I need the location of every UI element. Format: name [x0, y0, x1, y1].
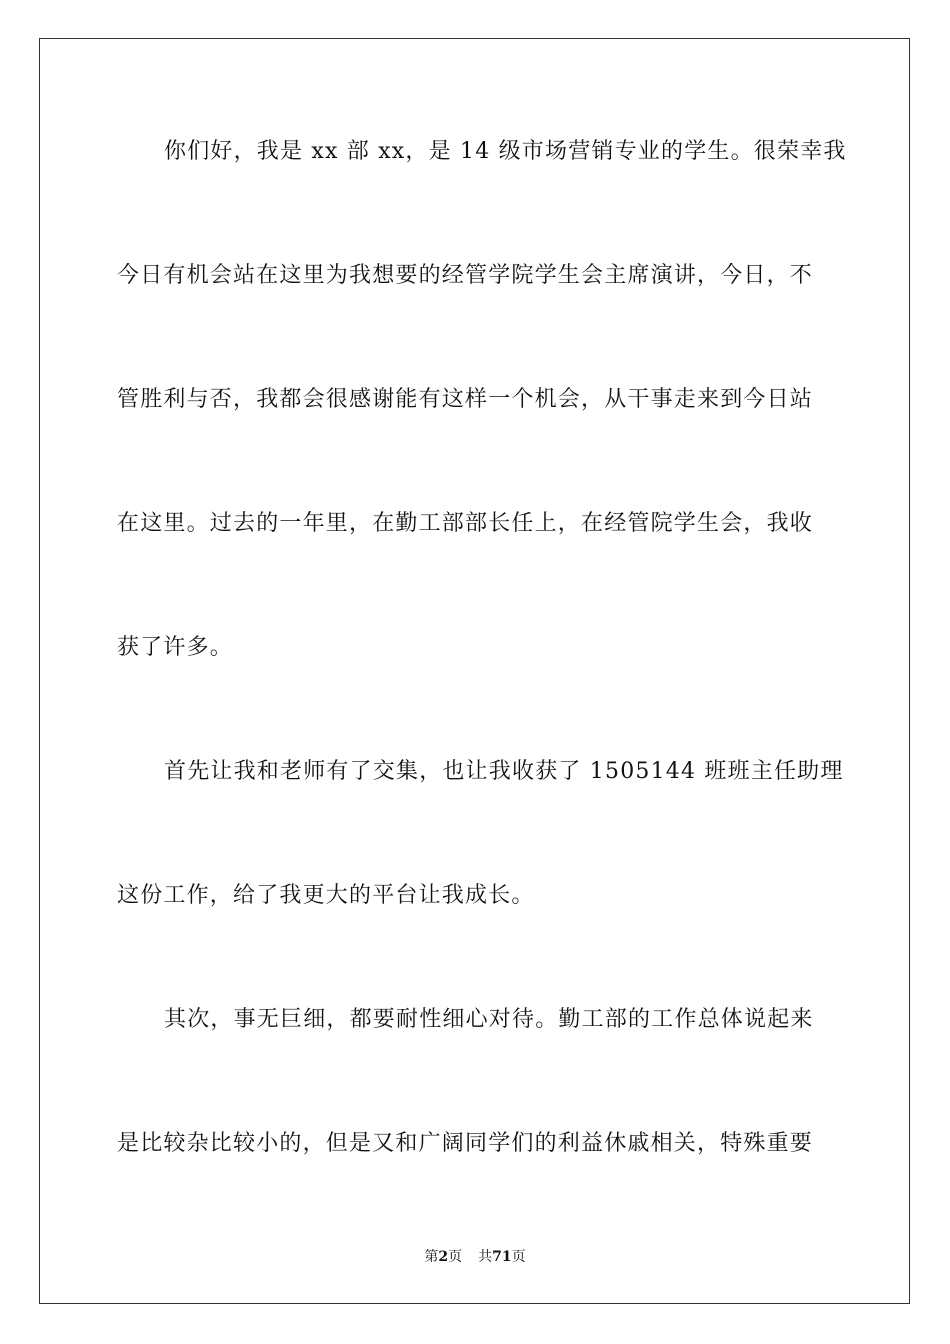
text-line-8: 其次，事无巨细，都要耐性细心对待。勤工部的工作总体说起来	[164, 1007, 814, 1032]
text-line-6: 首先让我和老师有了交集，也让我收获了 1505144 班班主任助理	[164, 759, 844, 784]
text-line-7: 这份工作，给了我更大的平台让我成长。	[117, 883, 535, 908]
footer-total-suffix: 页	[511, 1249, 526, 1265]
text-line-5: 获了许多。	[117, 635, 234, 660]
text-line-2: 今日有机会站在这里为我想要的经管学院学生会主席演讲，今日，不	[117, 263, 814, 288]
page-footer	[0, 1248, 950, 1266]
text-line-3: 管胜利与否，我都会很感谢能有这样一个机会，从干事走来到今日站	[117, 387, 814, 412]
footer-page-suffix: 页	[448, 1249, 463, 1265]
footer-page-prefix: 第	[424, 1249, 439, 1265]
text-line-4: 在这里。过去的一年里，在勤工部部长任上，在经管院学生会，我收	[117, 511, 814, 536]
footer-page-number: 2	[438, 1249, 449, 1265]
footer-total-prefix: 共	[478, 1249, 493, 1265]
text-line-1: 你们好，我是 xx 部 xx，是 14 级市场营销专业的学生。很荣幸我	[164, 139, 847, 164]
page-border	[39, 38, 910, 1304]
footer-total-pages: 71	[492, 1249, 512, 1265]
text-line-9: 是比较杂比较小的，但是又和广阔同学们的利益休戚相关，特殊重要	[117, 1131, 814, 1156]
